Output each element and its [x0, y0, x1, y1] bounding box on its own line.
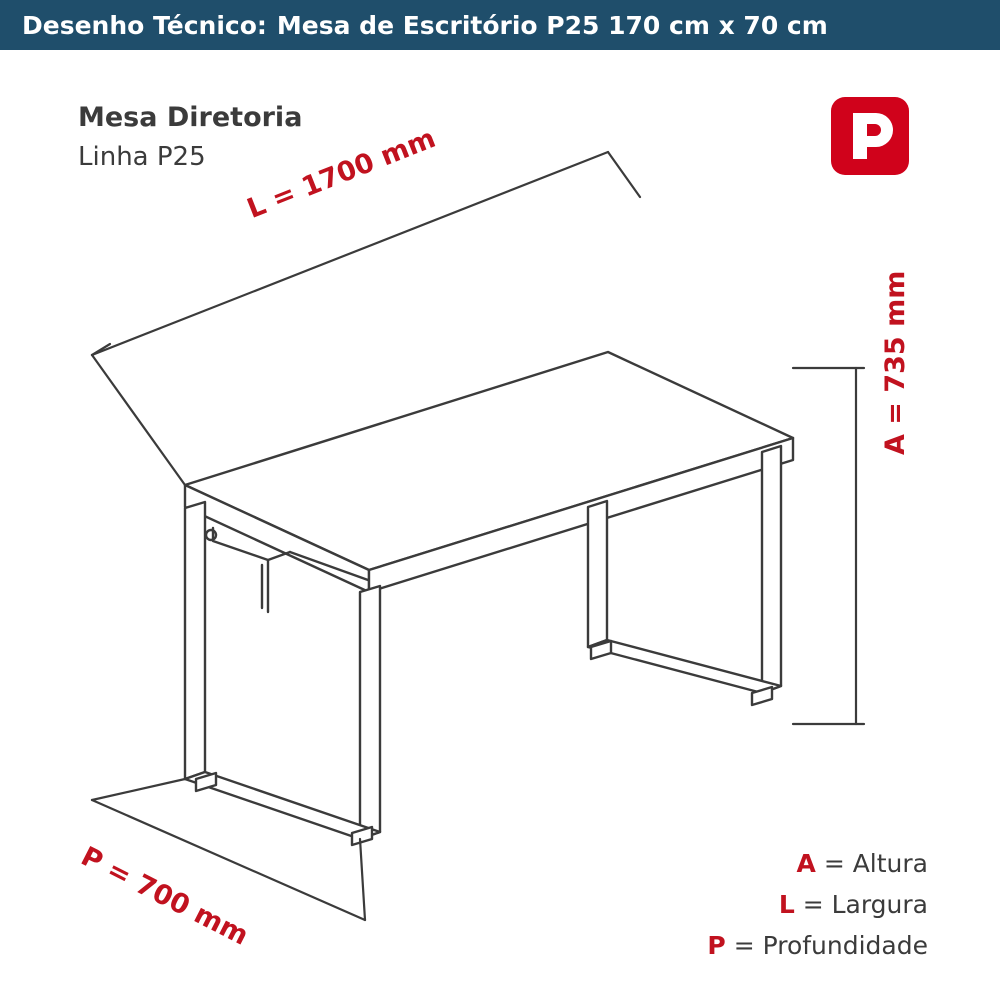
product-name: Mesa Diretoria: [78, 102, 303, 133]
header-product: Mesa de Escritório P25 170 cm x 70 cm: [276, 10, 828, 40]
product-line: Linha P25: [78, 142, 206, 172]
dimension-label-depth: P = 700 mm: [75, 841, 254, 952]
legend-text-a: = Altura: [823, 849, 928, 878]
legend-key-a: A: [796, 849, 816, 878]
legend-text-p: = Profundidade: [733, 931, 928, 960]
dimension-label-height: A = 735 mm: [880, 270, 911, 455]
legend-text-l: = Largura: [802, 890, 928, 919]
dimension-label-width: L = 1700 mm: [243, 122, 440, 225]
header-label: Desenho Técnico:: [22, 10, 267, 40]
legend-item-altura: [707, 843, 928, 884]
legend-key-p: P: [707, 931, 726, 960]
legend-item-profundidade: [707, 925, 928, 966]
legend-item-largura: [707, 884, 928, 925]
legend-key-l: L: [778, 890, 795, 919]
legend: [707, 843, 928, 966]
